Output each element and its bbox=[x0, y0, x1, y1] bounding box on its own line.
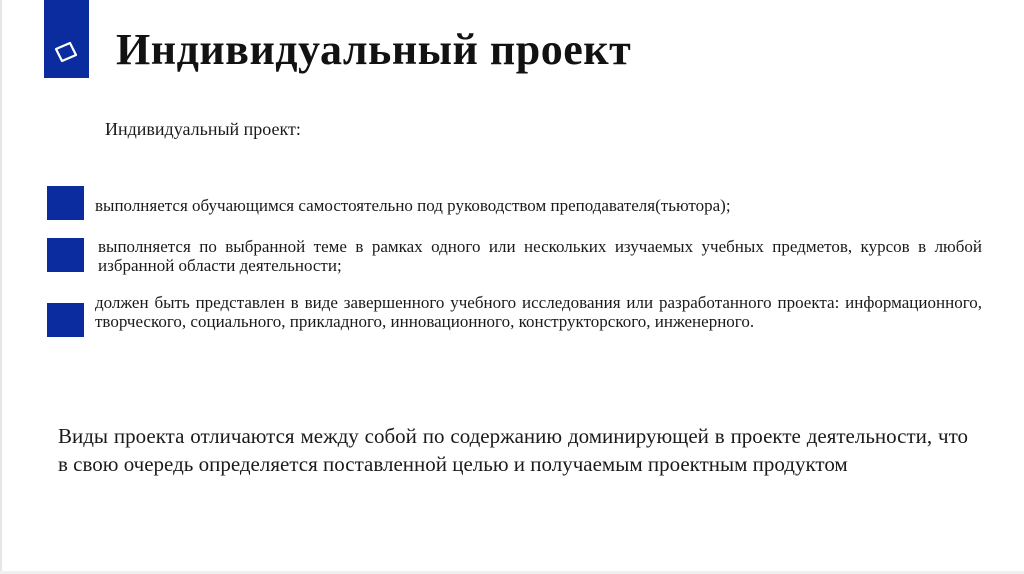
tilted-square-icon bbox=[53, 40, 79, 66]
bullet-text: должен быть представлен в виде завершенного учебного исследования или разработанного проекта: информационного, творческого, социального, прикладного, инновационного, конструкторского, инженерного. bbox=[95, 293, 982, 331]
bullet-square-icon bbox=[47, 186, 84, 220]
summary-paragraph: Виды проекта отличаются между собой по содержанию доминирующей в проекте деятельности, что в свою очередь определяется поставленной целью и получаемым проектным продуктом bbox=[58, 424, 968, 476]
bullet-square-icon bbox=[47, 303, 84, 337]
section-subtitle: Индивидуальный проект: bbox=[105, 119, 301, 139]
page-title: Индивидуальный проект bbox=[116, 25, 632, 74]
left-divider bbox=[0, 0, 2, 574]
bullet-square-icon bbox=[47, 238, 84, 272]
title-accent-bar bbox=[44, 0, 89, 78]
bullet-text: выполняется по выбранной теме в рамках одного или нескольких изучаемых учебных предметов, курсов в любой избранной области деятельности; bbox=[98, 237, 982, 275]
bullet-text: выполняется обучающимся самостоятельно под руководством преподавателя(тьютора); bbox=[95, 196, 731, 215]
